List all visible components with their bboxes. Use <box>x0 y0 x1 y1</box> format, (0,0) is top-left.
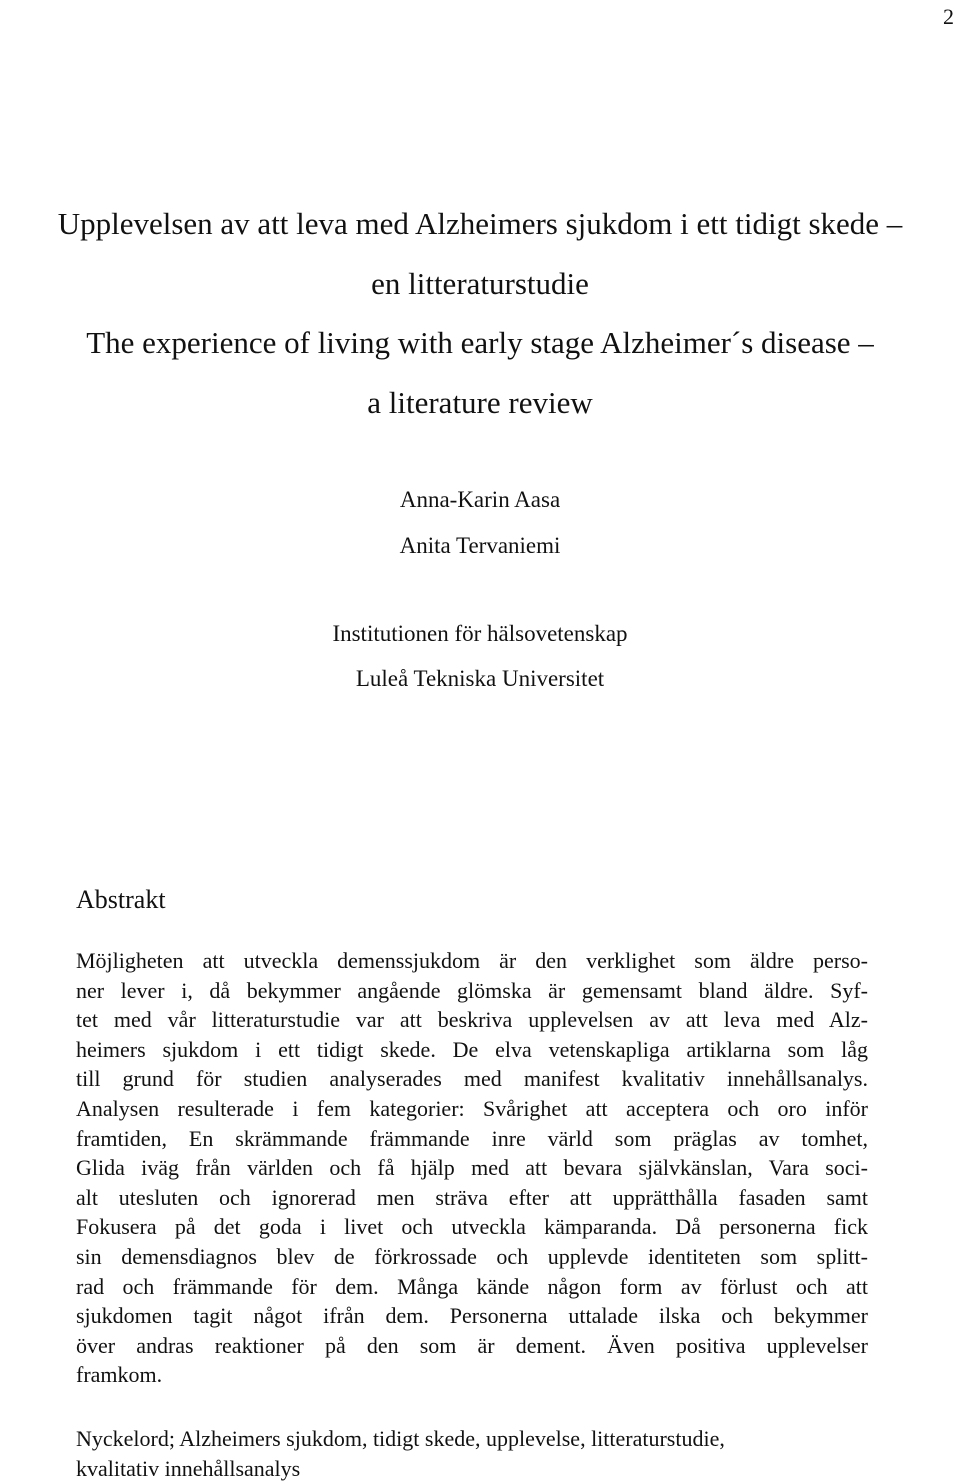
department: Institutionen för hälsovetenskap <box>332 621 628 646</box>
title-english-line-1: The experience of living with early stage Alzheimer´s disease – <box>86 325 874 360</box>
abstract-line: ner lever i, då bekymmer angående glömska är gemensamt bland äldre. Syf- <box>76 977 868 1003</box>
abstract-line: tet med vår litteraturstudie var att beskriva upplevelsen av att leva med Alz- <box>76 1007 868 1033</box>
page-number: 2 <box>943 4 954 29</box>
keywords-line: Nyckelord; Alzheimers sjukdom, tidigt skede, upplevelse, litteraturstudie, <box>76 1426 725 1451</box>
abstract-line: över andras reaktioner på den som är dement. Även positiva upplevelser <box>76 1332 868 1358</box>
abstract-line: Analysen resulterade i fem kategorier: Svårighet att acceptera och oro inför <box>76 1095 868 1121</box>
abstract-heading: Abstrakt <box>76 885 166 914</box>
abstract-line: sin demensdiagnos blev de förkrossade och upplevde identiteten som splitt- <box>76 1243 868 1269</box>
keywords-line: kvalitativ innehållsanalys <box>76 1456 301 1481</box>
abstract-line: Glida iväg från världen och få hjälp med att bevara självkänslan, Vara soci- <box>76 1155 868 1181</box>
abstract-line: alt utesluten och ignorerad men sträva efter att upprätthålla fasaden samt <box>76 1184 868 1210</box>
abstract-line: sjukdomen tagit något ifrån dem. Personerna uttalade ilska och bekymmer <box>76 1303 868 1329</box>
title-swedish-line-1: Upplevelsen av att leva med Alzheimers sjukdom i ett tidigt skede – <box>57 206 903 241</box>
keywords <box>76 1424 876 1484</box>
abstract-line: till grund för studien analyserades med manifest kvalitativ innehållsanalys. <box>76 1066 868 1092</box>
title-english-line-2: a literature review <box>367 385 593 420</box>
abstract-line: Fokusera på det goda i livet och utveckla kämparanda. Då personerna fick <box>76 1214 868 1240</box>
author-name: Anita Tervaniemi <box>399 533 561 558</box>
university: Luleå Tekniska Universitet <box>355 666 605 691</box>
abstract-line: heimers sjukdom i ett tidigt skede. De elva vetenskapliga artiklarna som låg <box>76 1036 868 1062</box>
abstract-line: framtiden, En skrämmande främmande inre värld som präglas av tomhet, <box>76 1125 868 1151</box>
abstract-body <box>76 946 868 1390</box>
abstract-line: Möjligheten att utveckla demenssjukdom är den verklighet som äldre perso- <box>76 948 868 973</box>
title-swedish-line-2: en litteraturstudie <box>371 266 589 301</box>
author-name: Anna-Karin Aasa <box>399 487 561 512</box>
abstract-line: framkom. <box>76 1362 163 1388</box>
abstract-line: rad och främmande för dem. Många kände någon form av förlust och att <box>76 1273 868 1299</box>
